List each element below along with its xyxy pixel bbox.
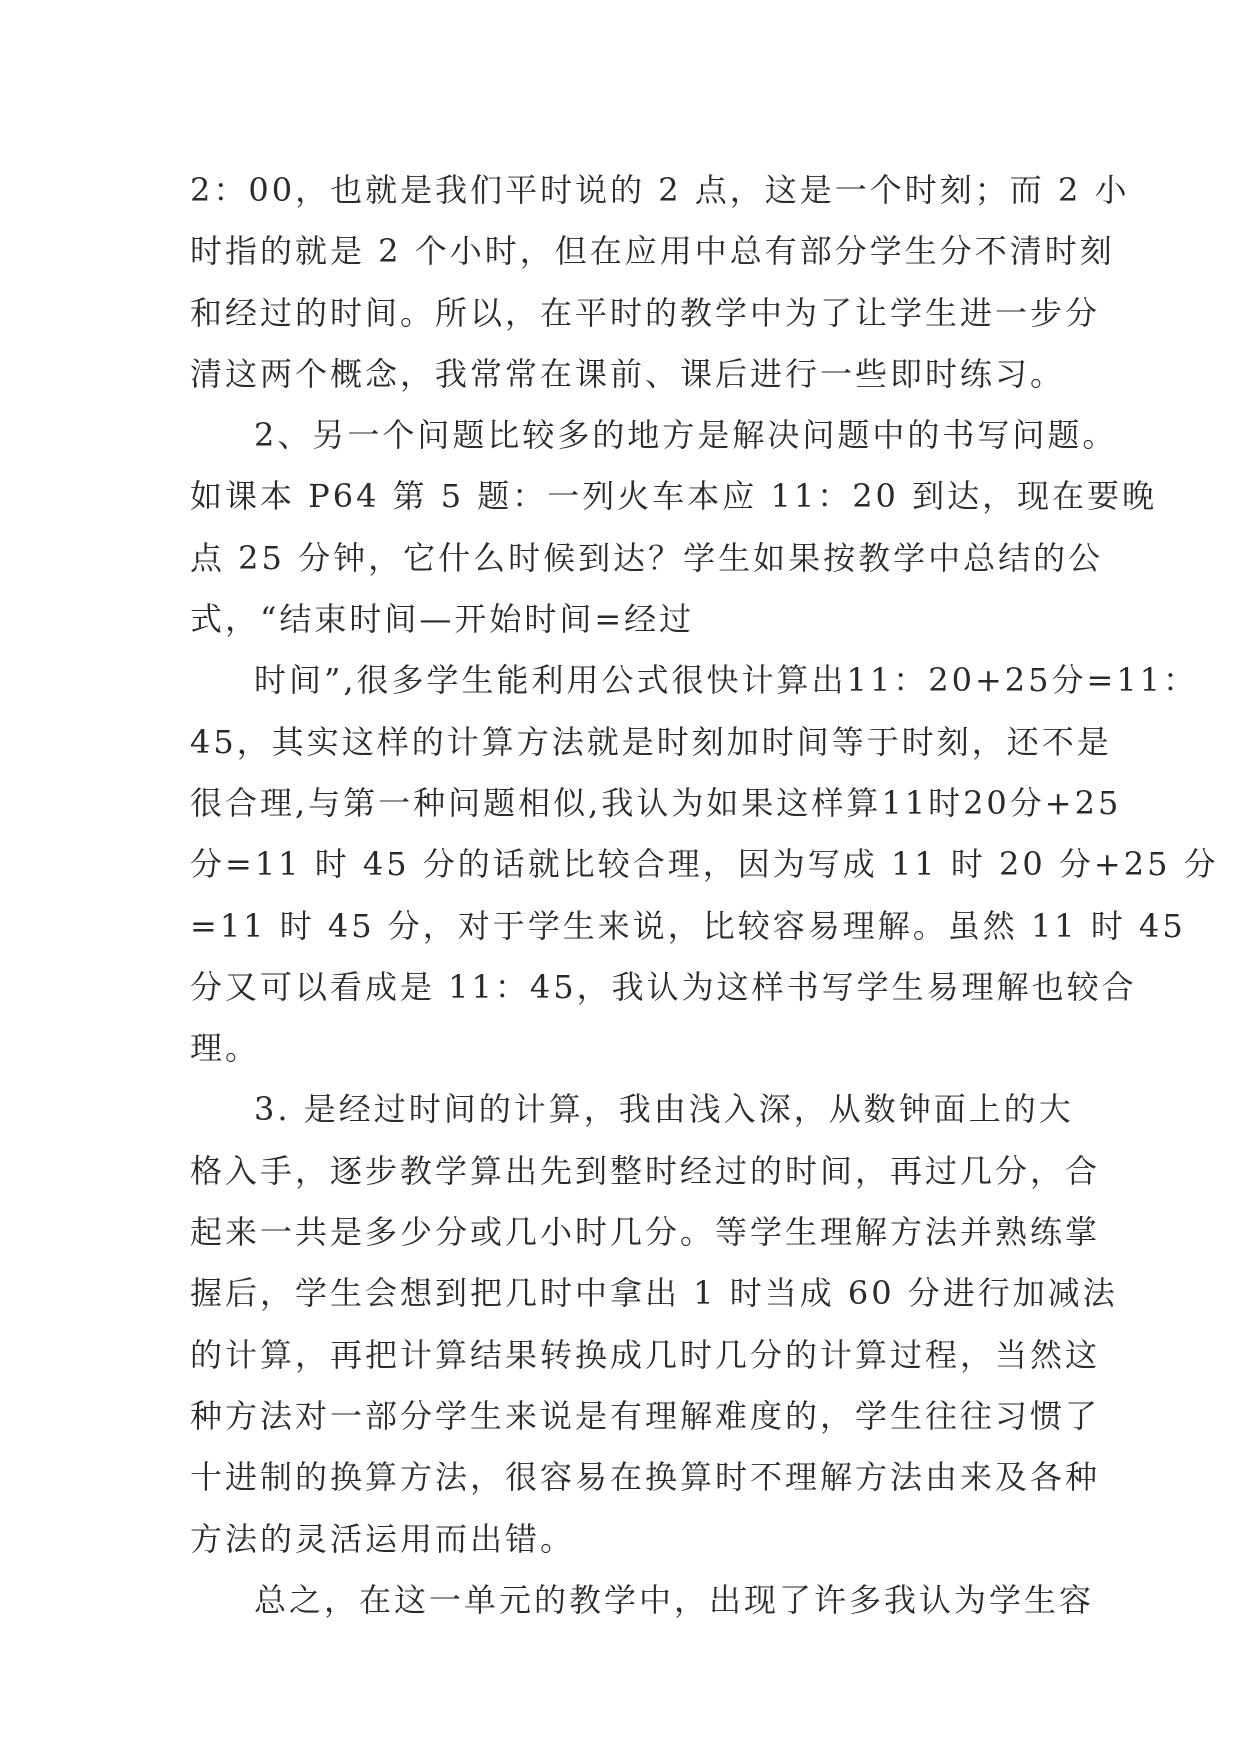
text-line: 分=11 时 45 分的话就比较合理，因为写成 11 时 20 分+25 分 xyxy=(190,845,1219,884)
text-line: 的计算，再把计算结果转换成几时几分的计算过程，当然这 xyxy=(190,1335,1101,1374)
text-line: 式，“结束时间—开始时间=经过 xyxy=(190,600,695,639)
text-line: 时间”,很多学生能利用公式很快计算出11：20+25分=11： xyxy=(254,661,1199,700)
text-line: 点 25 分钟，它什么时候到达？学生如果按教学中总结的公 xyxy=(190,538,1104,577)
text-line: 握后，学生会想到把几时中拿出 1 时当成 60 分进行加减法 xyxy=(190,1274,1118,1313)
text-line: 总之，在这一单元的教学中，出现了许多我认为学生容 xyxy=(254,1580,1095,1619)
text-line: 格入手，逐步教学算出先到整时经过的时间，再过几分，合 xyxy=(190,1151,1101,1190)
text-line: 种方法对一部分学生来说是有理解难度的，学生往往习惯了 xyxy=(190,1396,1101,1435)
text-line: 理。 xyxy=(190,1029,261,1068)
text-line: 起来一共是多少分或几小时几分。等学生理解方法并熟练掌 xyxy=(190,1213,1101,1252)
text-line: =11 时 45 分，对于学生来说，比较容易理解。虽然 11 时 45 xyxy=(190,906,1186,945)
text-line: 和经过的时间。所以，在平时的教学中为了让学生进一步分 xyxy=(190,293,1101,332)
text-line: 清这两个概念，我常常在课前、课后进行一些即时练习。 xyxy=(190,354,1066,393)
body-text xyxy=(190,160,1219,1631)
text-line: 时指的就是 2 个小时，但在应用中总有部分学生分不清时刻 xyxy=(190,232,1115,271)
text-line: 如课本 P64 第 5 题：一列火车本应 11：20 到达，现在要晚 xyxy=(190,477,1158,516)
text-line: 十进制的换算方法，很容易在换算时不理解方法由来及各种 xyxy=(190,1458,1101,1497)
text-line: 3. 是经过时间的计算，我由浅入深，从数钟面上的大 xyxy=(254,1090,1074,1129)
text-line: 很合理,与第一种问题相似,我认为如果这样算11时20分+25 xyxy=(190,783,1122,822)
text-line: 2、另一个问题比较多的地方是解决问题中的书写问题。 xyxy=(254,416,1118,455)
text-line: 分又可以看成是 11：45，我认为这样书写学生易理解也较合 xyxy=(190,967,1137,1006)
text-line: 方法的灵活运用而出错。 xyxy=(190,1519,576,1558)
text-line: 2：00，也就是我们平时说的 2 点，这是一个时刻；而 2 小 xyxy=(190,171,1130,209)
text-line: 45，其实这样的计算方法就是时刻加时间等于时刻，还不是 xyxy=(190,722,1112,761)
